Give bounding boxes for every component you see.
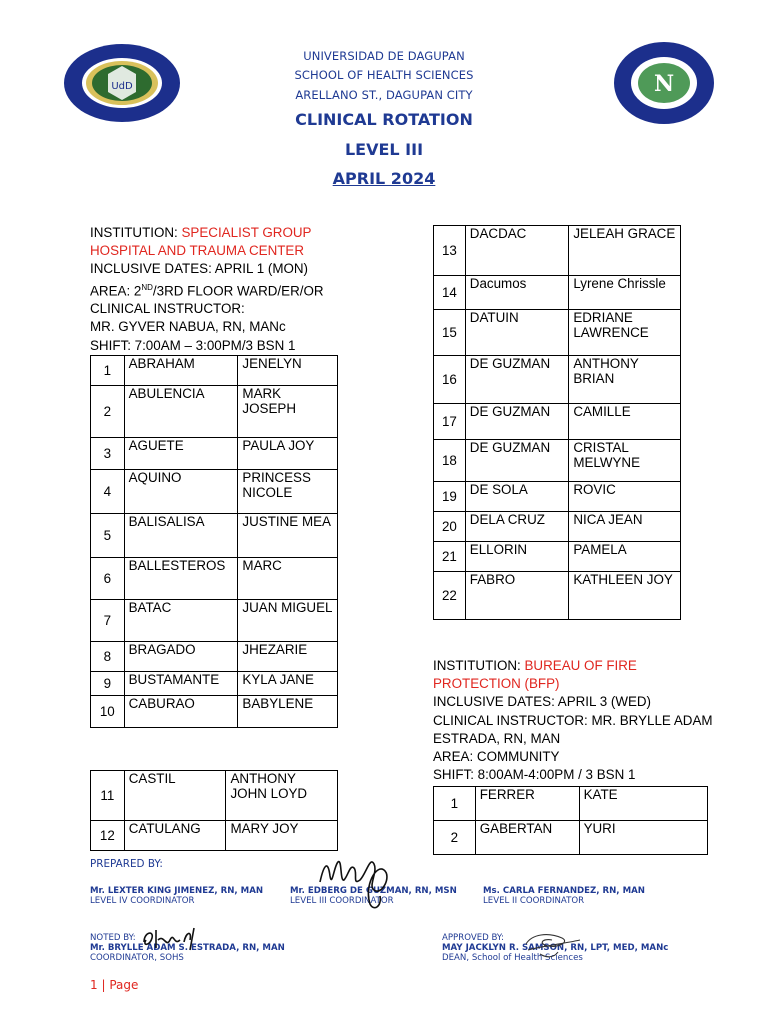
last-name: ELLORIN [465,542,569,572]
institution-label: INSTITUTION: [433,658,525,673]
signature-level3 [312,846,402,914]
first-name: MARK JOSEPH [238,386,338,438]
school-name: SCHOOL OF HEALTH SCIENCES [294,68,474,82]
prepared-by-label: PREPARED BY: [90,858,163,870]
first-name: JHEZARIE [238,642,338,672]
signatory-name: Mr. LEXTER KING JIMENEZ, RN, MAN [90,886,264,896]
page-separator: | [97,978,110,992]
shift-line: SHIFT: 7:00AM – 3:00PM/3 BSN 1 [90,337,296,353]
table-row [91,600,338,642]
last-name: ABRAHAM [124,356,238,386]
institution-name-line2: HOSPITAL AND TRAUMA CENTER [90,243,305,259]
row-number: 7 [91,600,125,642]
signatory-level4 [90,886,263,906]
first-name: KATE [579,787,707,821]
table-row [434,356,681,404]
last-name: Dacumos [465,276,569,310]
row-number: 6 [91,558,125,600]
first-name: JELEAH GRACE [569,226,681,276]
first-name: MARC [238,558,338,600]
first-name: PAULA JOY [238,438,338,470]
signatory-role: DEAN, School of Health Sciences [442,953,583,963]
last-name: BALISALISA [124,514,238,558]
last-name: DE SOLA [465,482,569,512]
group2-student-table [433,786,708,855]
row-number: 10 [91,696,125,728]
row-number: 5 [91,514,125,558]
approved-by-label: APPROVED BY: [442,933,504,943]
table-row [91,438,338,470]
first-name: PRINCESS NICOLE [238,470,338,514]
last-name: FABRO [465,572,569,620]
table-row [434,787,708,821]
last-name: DE GUZMAN [465,356,569,404]
table-row [91,558,338,600]
signatory-name: MAY JACKLYN R. SAMSON, RN, LPT, MED, MANc [442,943,669,953]
last-name: DELA CRUZ [465,512,569,542]
last-name: DE GUZMAN [465,440,569,482]
group1-student-table-part2 [90,770,338,851]
institution-name-line1: SPECIALIST GROUP [181,225,312,240]
month-heading: APRIL 2024 [332,169,436,188]
row-number: 12 [91,821,125,851]
row-number: 18 [434,440,466,482]
page-title: CLINICAL ROTATION [295,110,473,129]
row-number: 21 [434,542,466,572]
table-row [91,642,338,672]
instructor-line1: CLINICAL INSTRUCTOR: MR. BRYLLE ADAM [433,712,713,728]
first-name: MARY JOY [226,821,338,851]
first-name: YURI [579,821,707,855]
table-row [434,276,681,310]
first-name: KYLA JANE [238,672,338,696]
row-number: 8 [91,642,125,672]
institution-name-line2: PROTECTION (BFP) [433,676,560,692]
first-name: NICA JEAN [569,512,681,542]
shift-line: SHIFT: 8:00AM-4:00PM / 3 BSN 1 [433,767,636,783]
svg-text:N: N [653,71,675,97]
row-number: 15 [434,310,466,356]
row-number: 4 [91,470,125,514]
page-number [90,978,138,992]
group1-student-table-continued [433,225,681,620]
signatory-level2 [483,886,645,906]
area-prefix: AREA: 2 [90,283,142,299]
last-name: BRAGADO [124,642,238,672]
university-name: UNIVERSIDAD DE DAGUPAN [303,49,465,63]
last-name: AGUETE [124,438,238,470]
row-number: 3 [91,438,125,470]
area-superscript: ND [141,282,153,292]
row-number: 13 [434,226,466,276]
last-name: DATUIN [465,310,569,356]
svg-text:UdD: UdD [111,81,133,92]
row-number: 22 [434,572,466,620]
row-number: 11 [91,771,125,821]
area-line: AREA: COMMUNITY [433,749,560,765]
table-row [91,386,338,438]
last-name: AQUINO [124,470,238,514]
first-name: Lyrene Chrissle [569,276,681,310]
noted-by-label: NOTED BY: [90,933,136,943]
first-name: ANTHONY BRIAN [569,356,681,404]
last-name: FERRER [475,787,579,821]
area-line [90,279,420,301]
first-name: ANTHONY JOHN LOYD [226,771,338,821]
group1-student-table [90,355,338,728]
instructor-name: MR. GYVER NABUA, RN, MANc [90,319,286,335]
signatory-role: LEVEL III COORDINATOR [290,896,394,906]
last-name: BUSTAMANTE [124,672,238,696]
last-name: BALLESTEROS [124,558,238,600]
instructor-line2: ESTRADA, RN, MAN [433,730,561,746]
first-name: ROVIC [569,482,681,512]
row-number: 1 [434,787,476,821]
group1-institution [90,224,420,242]
first-name: CRISTAL MELWYNE [569,440,681,482]
page-label: Page [109,978,139,992]
first-name: JUSTINE MEA [238,514,338,558]
table-row [434,821,708,855]
instructor-label: CLINICAL INSTRUCTOR: [90,301,245,317]
table-row [434,404,681,440]
row-number: 16 [434,356,466,404]
table-row [91,771,338,821]
last-name: GABERTAN [475,821,579,855]
row-number: 9 [91,672,125,696]
group2-info [433,657,763,784]
last-name: CATULANG [124,821,226,851]
table-row [91,514,338,558]
area-suffix: /3RD FLOOR WARD/ER/OR [152,283,324,299]
table-row [91,672,338,696]
last-name: BATAC [124,600,238,642]
institution-label: INSTITUTION: [90,225,182,240]
institution-name-line1: BUREAU OF FIRE [524,658,637,673]
first-name: JENELYN [238,356,338,386]
row-number: 17 [434,404,466,440]
table-row [91,356,338,386]
signatory-name: Mr. BRYLLE ADAM S. ESTRADA, RN, MAN [90,943,285,953]
last-name: CABURAO [124,696,238,728]
first-name: EDRIANE LAWRENCE [569,310,681,356]
table-row [434,512,681,542]
signatory-role: COORDINATOR, SOHS [90,953,184,963]
table-row [434,482,681,512]
table-row [91,696,338,728]
inclusive-dates: INCLUSIVE DATES: APRIL 1 (MON) [90,261,309,277]
signatory-role: LEVEL IV COORDINATOR [90,896,195,906]
group1-info [90,224,420,355]
signatory-role: LEVEL II COORDINATOR [483,896,585,906]
table-row [91,821,338,851]
table-row [434,226,681,276]
last-name: ABULENCIA [124,386,238,438]
first-name: JUAN MIGUEL [238,600,338,642]
last-name: DE GUZMAN [465,404,569,440]
first-name: CAMILLE [569,404,681,440]
inclusive-dates: INCLUSIVE DATES: APRIL 3 (WED) [433,694,652,710]
table-row [434,440,681,482]
table-row [434,572,681,620]
last-name: CASTIL [124,771,226,821]
signature-approved [518,924,584,964]
school-address: ARELLANO ST., DAGUPAN CITY [295,88,473,102]
page-number-value: 1 [90,978,98,992]
signatory-name: Mr. EDBERG DE GUZMAN, RN, MSN [290,886,457,896]
row-number: 20 [434,512,466,542]
table-row [434,310,681,356]
level-heading: LEVEL III [344,140,424,159]
signature-noted [140,924,202,954]
row-number: 2 [434,821,476,855]
table-row [91,470,338,514]
first-name: KATHLEEN JOY [569,572,681,620]
row-number: 1 [91,356,125,386]
row-number: 19 [434,482,466,512]
first-name: PAMELA [569,542,681,572]
first-name: BABYLENE [238,696,338,728]
row-number: 2 [91,386,125,438]
table-row [434,542,681,572]
last-name: DACDAC [465,226,569,276]
signatory-name: Ms. CARLA FERNANDEZ, RN, MAN [483,886,645,896]
row-number: 14 [434,276,466,310]
group2-institution [433,657,763,675]
